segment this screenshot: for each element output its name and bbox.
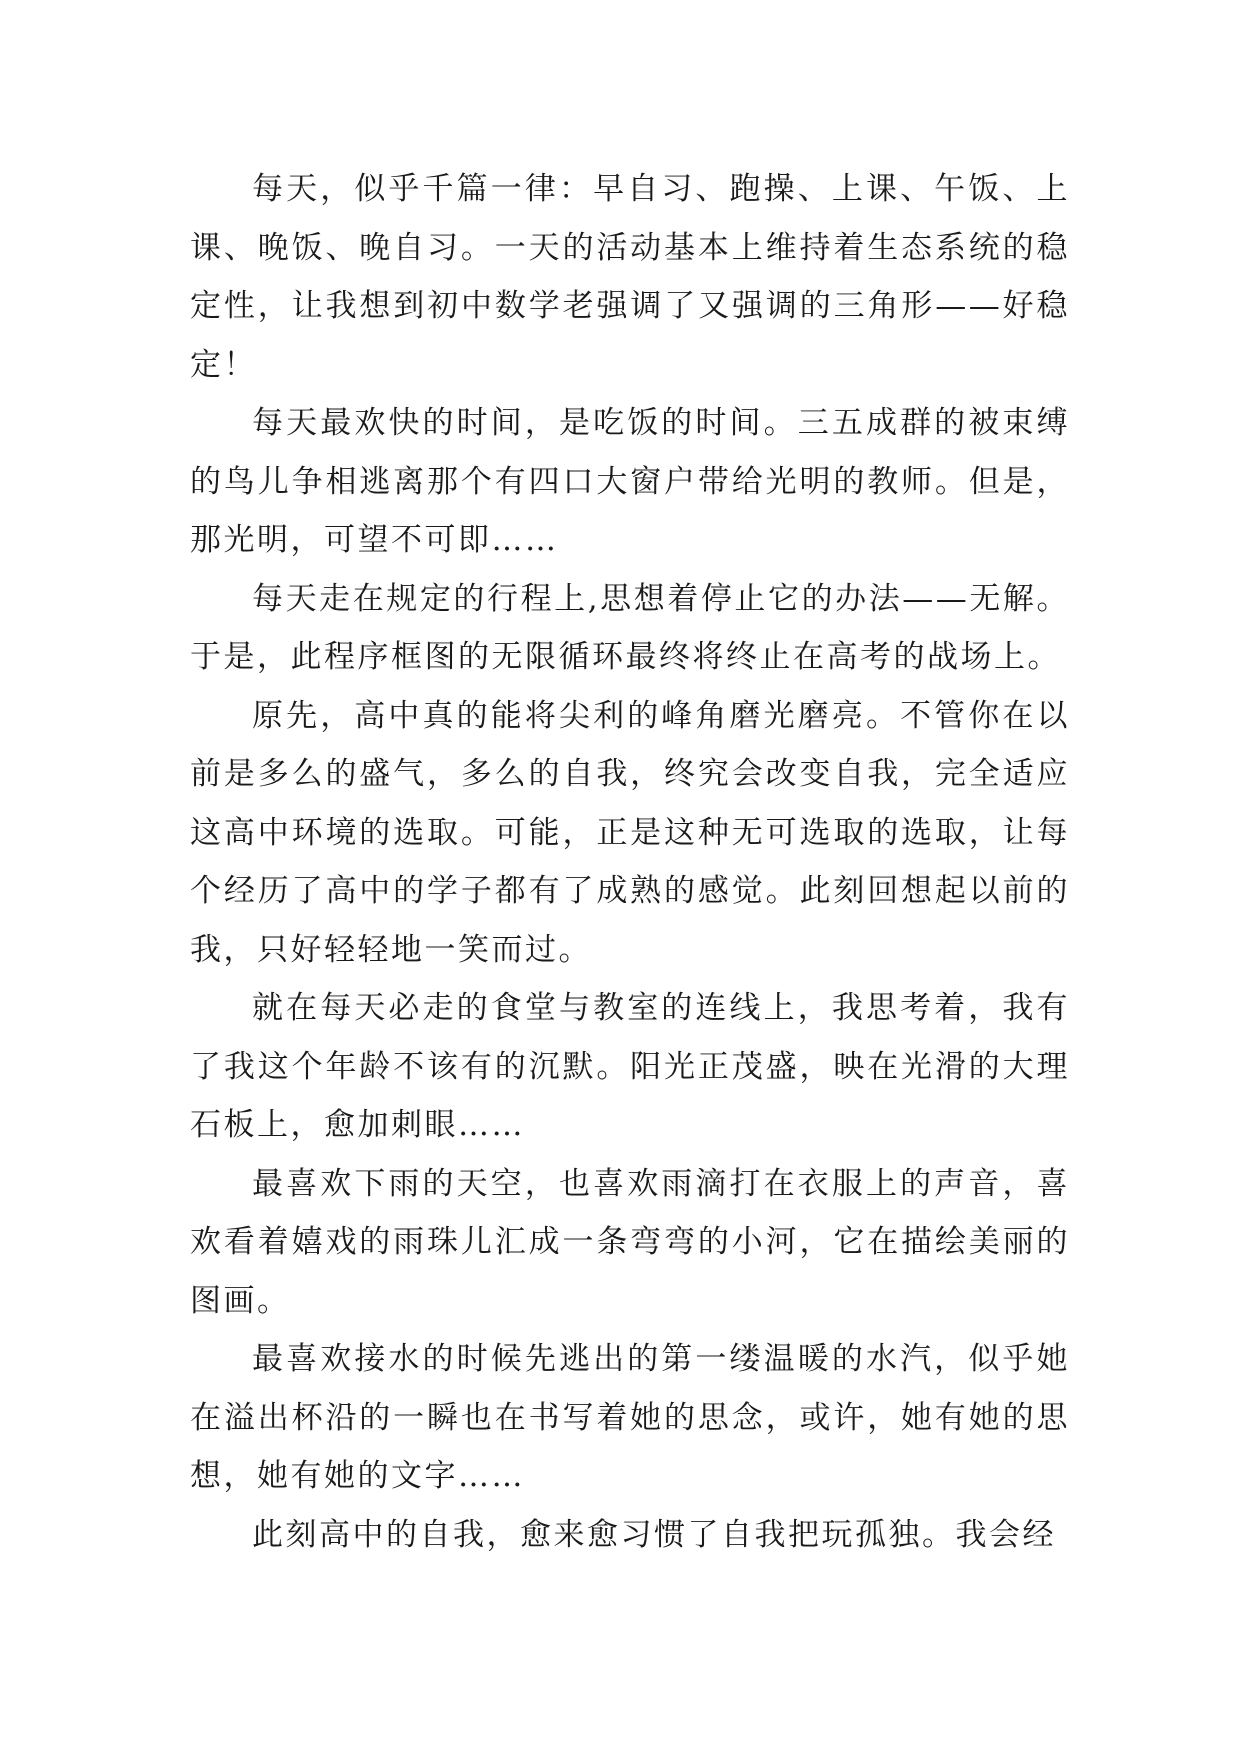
body-text bbox=[190, 160, 1070, 1564]
paragraph-6: 最喜欢下雨的天空，也喜欢雨滴打在衣服上的声音，喜欢看着嬉戏的雨珠儿汇成一条弯弯的小河，它在描绘美丽的图画。 bbox=[190, 1165, 1070, 1319]
paragraph-5: 就在每天必走的食堂与教室的连线上，我思考着，我有了我这个年龄不该有的沉默。阳光正茂盛，映在光滑的大理石板上，愈加刺眼…… bbox=[190, 990, 1070, 1143]
paragraph-8: 此刻高中的自我，愈来愈习惯了自我把玩孤独。我会经 bbox=[252, 1516, 1056, 1553]
paragraph-7: 最喜欢接水的时候先逃出的第一缕温暖的水汽，似乎她在溢出杯沿的一瞬也在书写着她的思念，或许，她有她的思想，她有她的文字…… bbox=[190, 1341, 1070, 1494]
paragraph-1: 每天，似乎千篇一律：早自习、跑操、上课、午饭、上课、晚饭、晚自习。一天的活动基本上维持着生态系统的稳定性，让我想到初中数学老强调了又强调的三角形——好稳定！ bbox=[190, 171, 1070, 383]
paragraph-3: 每天走在规定的行程上,思想着停止它的办法——无解。于是，此程序框图的无限循环最终将终止在高考的战场上。 bbox=[190, 580, 1070, 675]
paragraph-4: 原先，高中真的能将尖利的峰角磨光磨亮。不管你在以前是多么的盛气，多么的自我，终究会改变自我，完全适应这高中环境的选取。可能，正是这种无可选取的选取，让每个经历了高中的学子都有了成熟的感觉。此刻回想起以前的我，只好轻轻地一笑而过。 bbox=[190, 697, 1070, 968]
paragraph-2: 每天最欢快的时间，是吃饭的时间。三五成群的被束缚的鸟儿争相逃离那个有四口大窗户带给光明的教师。但是，那光明，可望不可即…… bbox=[190, 405, 1070, 558]
